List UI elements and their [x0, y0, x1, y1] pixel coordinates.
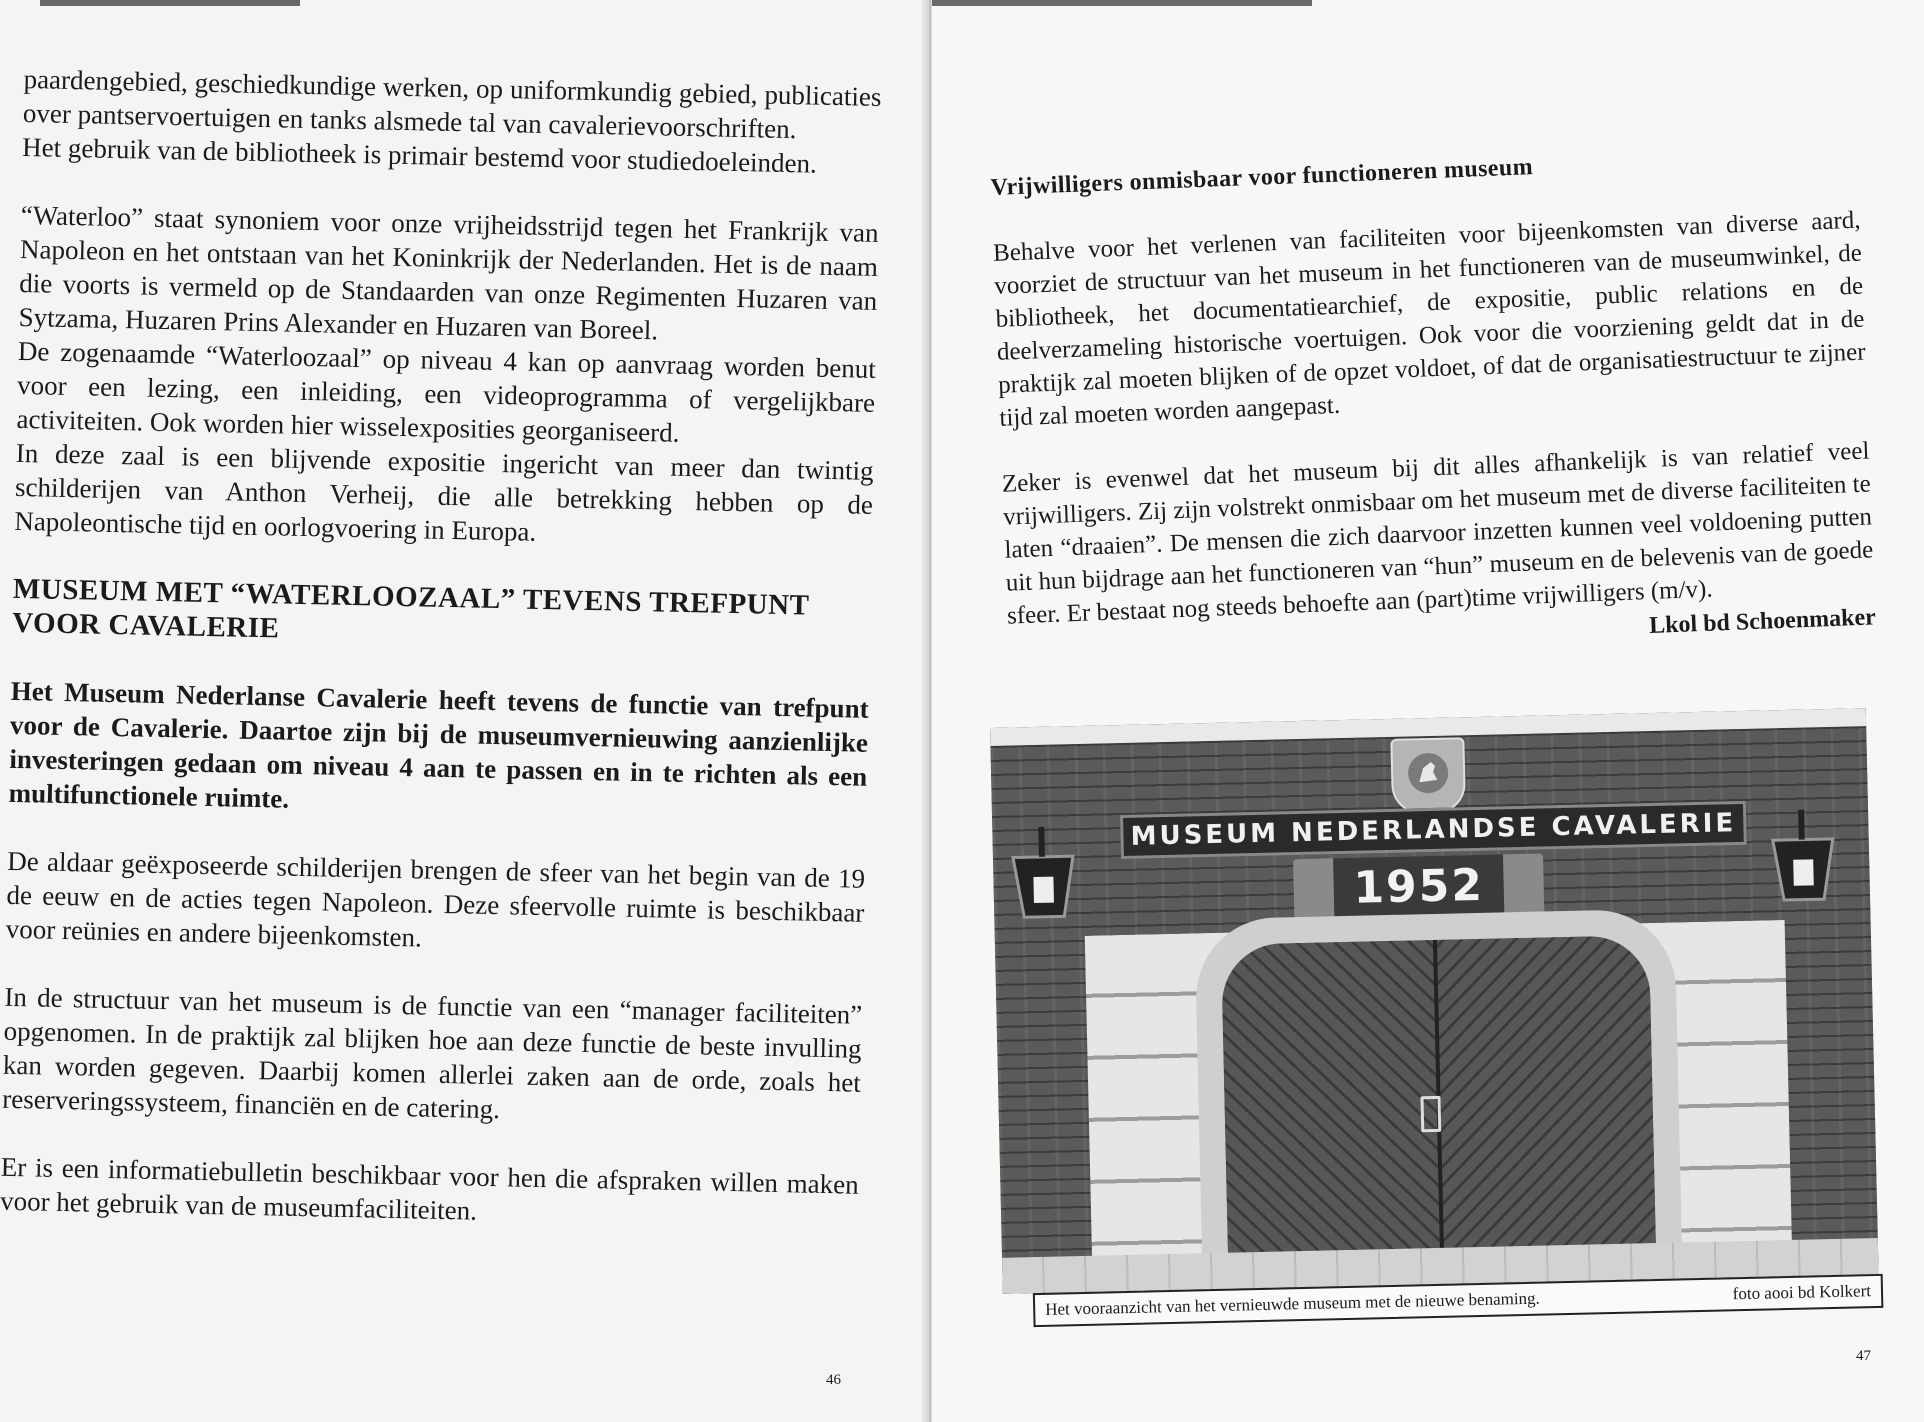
author-signature: Lkol bd Schoenmaker	[1648, 604, 1877, 640]
left-paragraph-8: Er is een informatiebulletin beschikbaar voor hen die afspraken willen maken voor het gebruik van de museumfaciliteiten.	[0, 1151, 859, 1226]
crest	[1390, 737, 1466, 815]
wall-lamp-icon	[1002, 826, 1085, 948]
left-heading: MUSEUM MET “WATERLOOZAAL” TEVENS TREFPUNT VOOR CAVALERIE	[11, 572, 810, 645]
left-page-text	[0, 62, 882, 1236]
museum-photo	[990, 708, 1879, 1294]
wooden-door	[1221, 935, 1657, 1289]
page-edge-shadow	[40, 0, 300, 6]
left-paragraph-4: De zogenaamde “Waterloozaal” op niveau 4 kan op aanvraag worden benut voor een lezing, een inleiding, een videoprogramma of vergelijkbare activiteiten. Ook worden hier wisselexposities georganiseerd.	[16, 335, 877, 448]
photo-credit: foto aooi bd Kolkert	[1732, 1281, 1872, 1304]
year-plaque: 1952	[1333, 854, 1504, 920]
left-paragraph-6: De aldaar geëxposeerde schilderijen brengen de sfeer van het begin van de 19 de eeuw en de acties tegen Napoleon. Deze sfeervolle ruimte is beschikbaar voor reünies en andere bijeenkomsten.	[5, 845, 866, 953]
left-lead-paragraph: Het Museum Nederlanse Cavalerie heeft tevens de functie van trefpunt voor de Cavalerie. Daartoe zijn bij de museumvernieuwing aanzienlijke investeringen gedaan om niveau 4 aan te passen en in te richten als een multifunctionele ruimte.	[8, 675, 869, 814]
left-paragraph-1: paardengebied, geschiedkundige werken, op uniformkundig gebied, publicaties over pantservoertuigen en tanks alsmede tal van cavalerievoorschriften.	[22, 63, 882, 145]
page-edge-shadow	[932, 0, 1312, 6]
left-paragraph-5: In deze zaal is een blijvende expositie ingericht van meer dan twintig schilderijen van Anthon Verheij, die alle betrekking hebben op de Napoleontische tijd en oorlogvoering in Europa.	[14, 437, 874, 547]
museum-sign: MUSEUM NEDERLANDSE CAVALERIE	[1120, 801, 1747, 859]
horse-crest-icon	[1405, 750, 1452, 797]
right-paragraph-1: Behalve voor het verlenen van faciliteiten voor bijeenkomsten van diverse aard, voorziet de structuur van het museum in het functioneren van de museumwinkel, de bibliotheek, het documentatiearchief, de expositie, public relations en de deelverzameling historische voertuigen. Ook voor die voorziening geldt dat in de praktijk zal moeten blijken of de opzet voldoet, of dat de organisatiestructuur te zijner tijd zal moeten worden aangepast.	[992, 206, 1867, 432]
door-handle-icon	[1420, 1096, 1441, 1132]
page-number-left: 46	[826, 1372, 841, 1388]
page-number-right: 47	[1856, 1348, 1871, 1364]
caption-text: Het vooraanzicht van het vernieuwde museum met de nieuwe benaming.	[1044, 1288, 1541, 1319]
museum-photo-block	[990, 708, 1885, 1319]
left-page	[0, 0, 928, 1422]
right-page	[932, 0, 1924, 1422]
left-paragraph-2: Het gebruik van de bibliotheek is primair bestemd voor studiedoeleinden.	[21, 131, 818, 179]
right-page-text	[990, 139, 1876, 667]
right-paragraph-2: Zeker is evenwel dat het museum bij dit alles afhankelijk is van relatief veel vrijwilligers. Zij zijn volstrekt onmisbaar om het museum met de diverse faciliteiten te laten “draaien”. De mensen die zich daarvoor inzetten kunnen veel voldoening putten uit hun bijdrage aan het functioneren van “hun” museum en de belevenis van de goede sfeer. Er bestaat nog steeds behoefte aan (part)time vrijwilligers (m/v).	[1001, 437, 1874, 630]
wall-lamp-icon	[1762, 809, 1845, 931]
right-heading: Vrijwilligers onmisbaar voor functioneren museum	[990, 154, 1534, 201]
left-paragraph-7: In de structuur van het museum is de functie van een “manager faciliteiten” opgenomen. In de praktijk zal blijken hoe aan deze functie de beste invulling kan worden gegeven. Daarbij komen allerlei zaken aan de orde, zoals het reserveringssysteem, financiën en de catering.	[1, 981, 863, 1125]
left-paragraph-3: “Waterloo” staat synoniem voor onze vrijheidsstrijd tegen het Frankrijk van Napoleon en het ontstaan van het Koninkrijk der Nederlanden. Het is de naam die voorts is vermeld op de Standaarden van onze Regimenten Huzaren van Sytzama, Huzaren Prins Alexander en Huzaren van Boreel.	[18, 199, 879, 346]
